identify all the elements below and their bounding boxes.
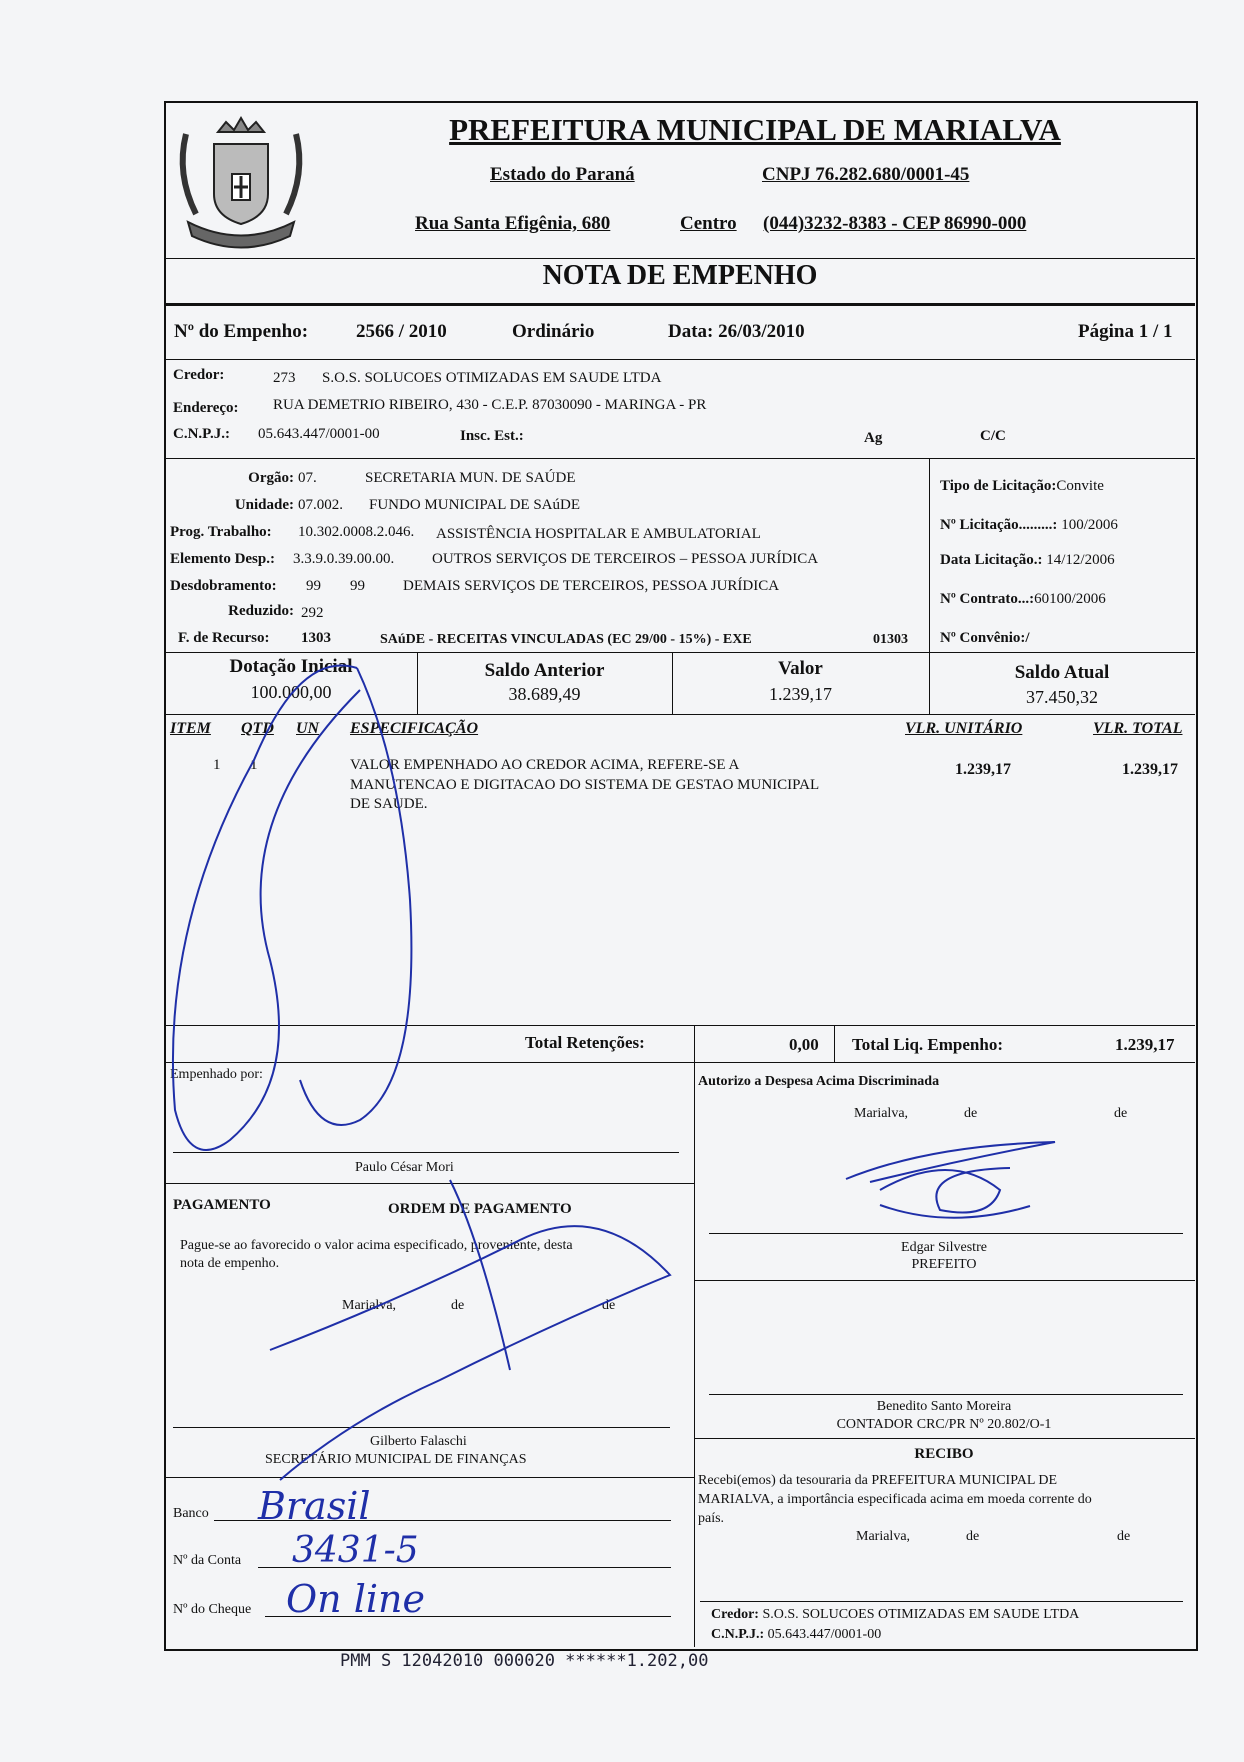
prefeito-role: PREFEITO [911,1257,977,1272]
signature-line [709,1233,1183,1234]
cnpj-value: 05.643.447/0001-00 [258,426,380,442]
banco-label: Banco [173,1506,209,1521]
fonte-code: 1303 [301,630,331,646]
item-desc-line1: VALOR EMPENHADO AO CREDOR ACIMA, REFERE-SE A [350,757,740,773]
col-qtd: QTD [241,720,274,737]
col-vlr-total: VLR. TOTAL [1093,720,1183,737]
credor-code: 273 [273,370,296,386]
total-liq-label: Total Liq. Empenho: [852,1035,1003,1054]
pagamento-text-line1: Pague-se ao favorecido o valor acima especificado, proveniente, desta [180,1238,573,1253]
item-vlr-unitario: 1.239,17 [955,761,1011,778]
item-desc-line2: MANUTENCAO E DIGITACAO DO SISTEMA DE GESTAO MUNICIPAL [350,777,820,793]
valor-label: Valor [778,658,823,679]
dotacao-label: Dotação Inicial [229,656,353,677]
empenhado-name: Paulo César Mori [355,1160,454,1175]
signature-line [173,1152,679,1153]
recibo-text-line3: país. [698,1511,725,1526]
insc-label: Insc. Est.: [460,428,524,444]
autorizo-de1: de [964,1106,978,1121]
orgao-label: Orgão: [248,470,294,486]
licitacao-num: Nº Licitação.........: 100/2006 [940,517,1118,533]
item-desc-line3: DE SAUDE. [350,796,428,812]
pagamento-de2: de [602,1298,616,1313]
saldo-atual-value: 37.450,32 [1026,687,1098,707]
empenho-label: Nº do Empenho: [174,321,309,342]
licitacao-contrato: Nº Contrato...:60100/2006 [940,591,1106,607]
prog-code: 10.302.0008.2.046. [298,524,415,540]
desd-name: DEMAIS SERVIÇOS DE TERCEIROS, PESSOA JURÍDICA [403,578,780,594]
prefeito-name: Edgar Silvestre [901,1240,987,1255]
prog-name: ASSISTÊNCIA HOSPITALAR E AMBULATORIAL [436,526,761,542]
retencoes-label: Total Retenções: [525,1033,645,1052]
saldo-atual-label: Saldo Atual [1014,662,1110,683]
elem-label: Elemento Desp.: [170,551,275,567]
pagamento-label: PAGAMENTO [173,1197,271,1213]
recibo-credor: Credor: S.O.S. SOLUCOES OTIMIZADAS EM SAUDE LTDA [711,1607,1080,1622]
prog-label: Prog. Trabalho: [170,524,272,540]
divider [694,1438,1195,1439]
recibo-label: RECIBO [914,1446,974,1462]
orgao-code: 07. [298,470,317,486]
total-liq-value: 1.239,17 [1115,1035,1175,1054]
divider [165,359,1195,360]
dotacao-value: 100.000,00 [250,682,332,702]
item-qtd: 1 [250,757,258,773]
recibo-city: Marialva, [856,1529,911,1544]
header-title: PREFEITURA MUNICIPAL DE MARIALVA [449,112,1061,147]
cnpj-label: C.N.P.J.: [173,426,230,442]
credor-label: Credor: [173,367,225,383]
saldo-anterior-label: Saldo Anterior [484,660,605,681]
cheque-label: Nº do Cheque [173,1602,252,1617]
desd-label: Desdobramento: [170,578,277,594]
secretario-name: Gilberto Falaschi [370,1434,467,1449]
divider [165,714,1195,715]
header-address: Rua Santa Efigênia, 680 [415,213,611,234]
pagamento-text-line2: nota de empenho. [180,1256,280,1271]
divider [694,1025,695,1062]
empenhado-label: Empenhado por: [170,1067,263,1082]
signature-line [173,1427,670,1428]
fonte-label: F. de Recurso: [178,630,270,646]
autorizo-city: Marialva, [854,1106,909,1121]
col-vlr-unitario: VLR. UNITÁRIO [905,720,1023,737]
conta-handwritten: 3431-5 [292,1530,419,1571]
licitacao-data: Data Licitação.: 14/12/2006 [940,552,1115,568]
orgao-name: SECRETARIA MUN. DE SAÚDE [365,470,576,486]
contador-role: CONTADOR CRC/PR Nº 20.802/O-1 [836,1417,1052,1432]
desd-code1: 99 [306,578,321,594]
divider [929,458,930,652]
autorizo-de2: de [1114,1106,1128,1121]
reduz-value: 292 [301,605,324,621]
recibo-text-line2: MARIALVA, a importância especificada acima em moeda corrente do [698,1492,1092,1507]
empenho-date: Data: 26/03/2010 [668,321,805,342]
empenho-type: Ordinário [512,321,595,342]
endereco-value: RUA DEMETRIO RIBEIRO, 430 - C.E.P. 87030090 - MARINGA - PR [273,397,707,413]
item-number: 1 [213,757,221,773]
licitacao-tipo: Tipo de Licitação:Convite [940,478,1104,494]
elem-name: OUTROS SERVIÇOS DE TERCEIROS – PESSOA JURÍDICA [432,551,819,567]
empenho-number: 2566 / 2010 [356,321,447,342]
header-cnpj: CNPJ 76.282.680/0001-45 [762,164,970,185]
empenho-page: Página 1 / 1 [1078,321,1173,342]
signature-line [700,1601,1183,1602]
header-phone-cep: (044)3232-8383 - CEP 86990-000 [763,213,1027,234]
col-especificacao: ESPECIFICAÇÃO [350,720,479,737]
pagamento-de1: de [451,1298,465,1313]
item-vlr-total: 1.239,17 [1122,761,1178,778]
pagamento-city: Marialva, [342,1298,397,1313]
machine-stamp: PMM S 12042010 000020 ******1.202,00 [340,1651,709,1671]
fonte-code2: 01303 [873,632,908,647]
unidade-code: 07.002. [298,497,343,513]
divider [165,1477,694,1478]
divider [165,303,1195,306]
divider [694,1280,1195,1281]
divider [165,652,1195,653]
ordem-pagamento-label: ORDEM DE PAGAMENTO [388,1201,572,1217]
desd-code2: 99 [350,578,365,594]
retencoes-value: 0,00 [789,1035,819,1054]
credor-name: S.O.S. SOLUCOES OTIMIZADAS EM SAUDE LTDA [322,370,662,386]
header-state: Estado do Paraná [490,164,635,185]
divider [834,1025,835,1062]
reduz-label: Reduzido: [228,603,294,619]
elem-code: 3.3.9.0.39.00.00. [293,551,395,567]
coat-of-arms-icon [166,104,316,254]
unidade-label: Unidade: [234,497,294,513]
endereco-label: Endereço: [173,400,239,416]
col-un: UN [296,720,320,737]
unidade-name: FUNDO MUNICIPAL DE SAúDE [369,497,580,513]
licitacao-convenio: Nº Convênio:/ [940,630,1030,646]
secretario-role: SECRETÁRIO MUNICIPAL DE FINANÇAS [265,1452,527,1467]
col-item: ITEM [170,720,211,737]
contador-name: Benedito Santo Moreira [876,1399,1012,1414]
divider [165,1183,694,1184]
cc-label: C/C [980,428,1006,444]
fonte-name: SAúDE - RECEITAS VINCULADAS (EC 29/00 - 15%) - EXE [380,632,752,647]
divider [694,1062,695,1647]
divider [165,1062,1195,1063]
recibo-de1: de [966,1529,980,1544]
cheque-handwritten: On line [286,1577,425,1621]
signature-line [709,1394,1183,1395]
header-district: Centro [680,213,737,234]
divider [165,1025,1195,1026]
recibo-text-line1: Recebi(emos) da tesouraria da PREFEITURA MUNICIPAL DE [698,1473,1058,1488]
divider [165,458,1195,459]
recibo-cnpj: C.N.P.J.: 05.643.447/0001-00 [711,1627,882,1642]
valor-value: 1.239,17 [769,684,832,704]
ag-label: Ag [864,430,883,446]
saldo-anterior-value: 38.689,49 [508,684,581,704]
conta-label: Nº da Conta [173,1553,242,1568]
recibo-de2: de [1117,1529,1131,1544]
doc-title: NOTA DE EMPENHO [542,260,818,291]
autorizo-label: Autorizo a Despesa Acima Discriminada [698,1074,940,1089]
banco-handwritten: Brasil [258,1484,371,1528]
divider [165,258,1195,259]
